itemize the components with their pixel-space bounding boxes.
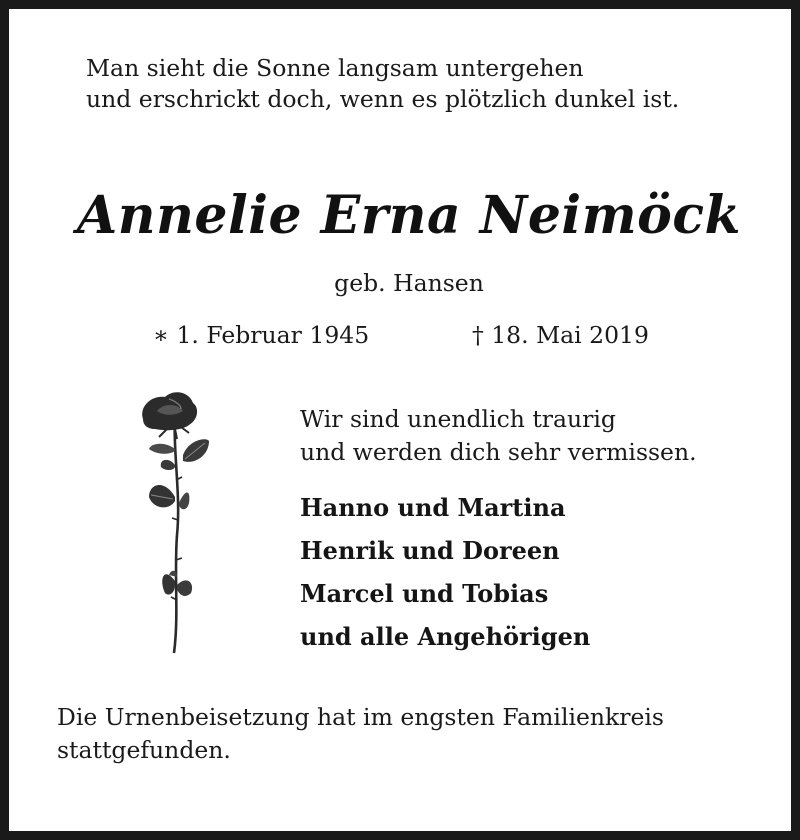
motto-verse xyxy=(86,53,679,115)
rose-icon xyxy=(129,385,219,657)
burial-notice xyxy=(57,701,664,767)
mourning-line-1: Wir sind unendlich traurig xyxy=(300,405,616,433)
signer-1: Hanno und Martina xyxy=(300,493,566,522)
mourning-line-2: und werden dich sehr vermissen. xyxy=(300,438,697,466)
burial-line-1: Die Urnenbeisetzung hat im engsten Familienkreis xyxy=(57,703,664,731)
signer-4: und alle Angehörigen xyxy=(300,622,591,651)
mourning-text xyxy=(300,403,697,469)
birth-date: ∗ 1. Februar 1945 xyxy=(153,321,370,349)
signers-list xyxy=(300,486,590,658)
motto-line-2: und erschrickt doch, wenn es plötzlich dunkel ist. xyxy=(86,85,680,113)
burial-line-2: stattgefunden. xyxy=(57,736,231,764)
motto-line-1: Man sieht die Sonne langsam untergehen xyxy=(86,54,584,82)
signer-3: Marcel und Tobias xyxy=(300,579,549,608)
maiden-name: geb. Hansen xyxy=(334,269,484,297)
signer-2: Henrik und Doreen xyxy=(300,536,560,565)
death-date: † 18. Mai 2019 xyxy=(472,321,649,349)
deceased-name: Annelie Erna Neimöck xyxy=(76,185,742,246)
